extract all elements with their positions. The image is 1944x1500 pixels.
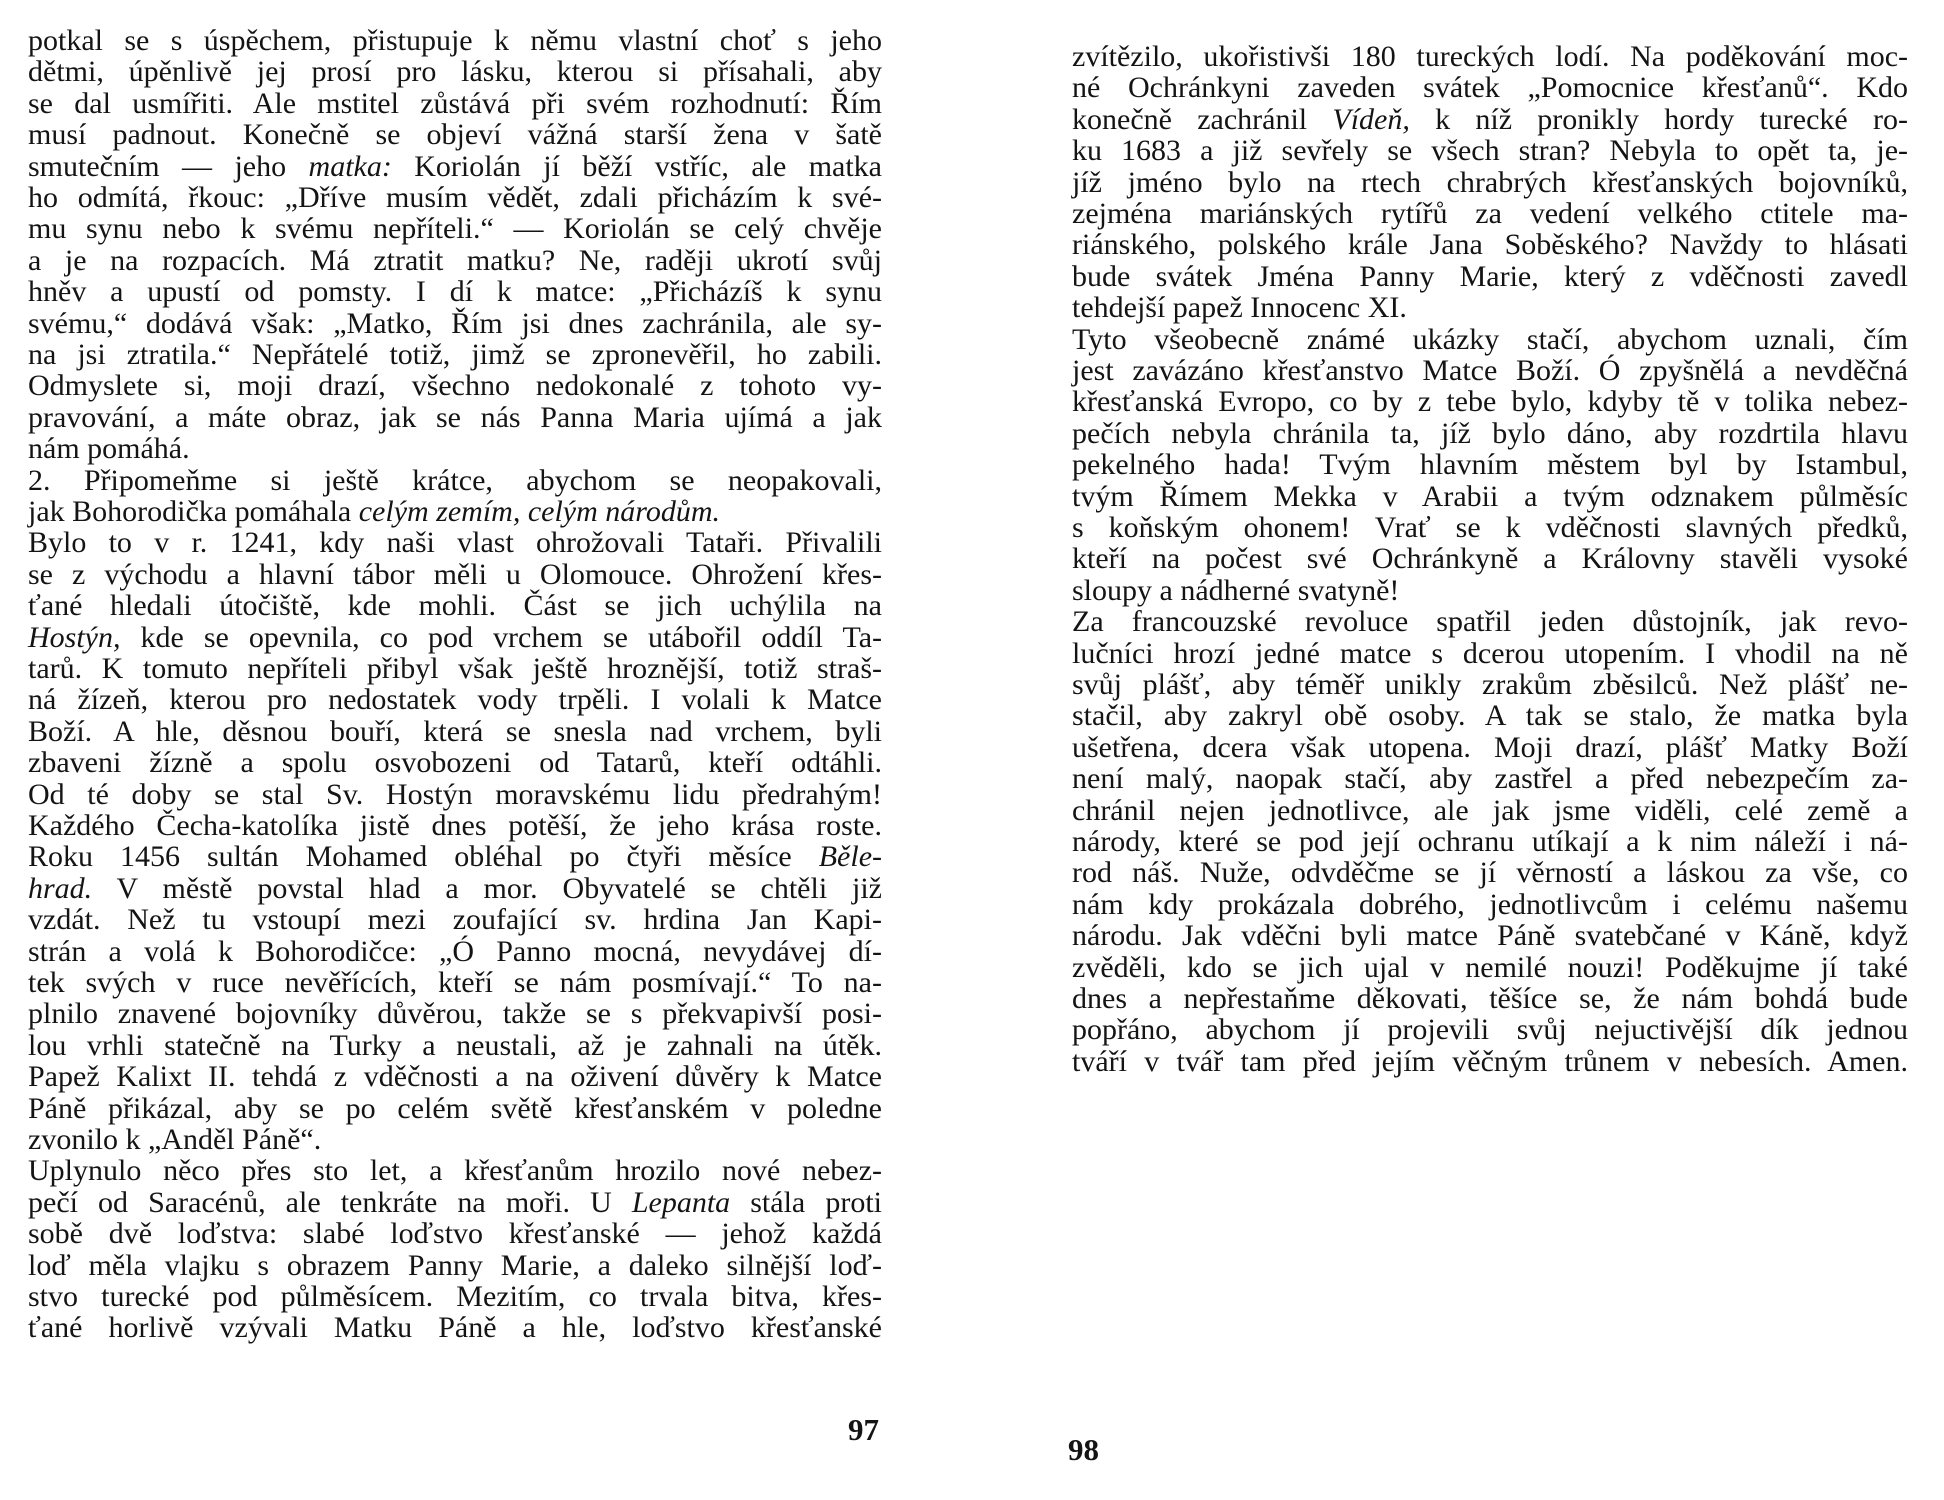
text-line: plnilo znavené bojovníky důvěrou, takže se s překvapivší posi- bbox=[28, 997, 882, 1031]
text-line: kteří na počest své Ochránkyně a Královny stavěli vysoké bbox=[1072, 542, 1908, 576]
text-line: a je na rozpacích. Má ztratit matku? Ne, raději ukrotí svůj bbox=[28, 243, 882, 277]
right-page bbox=[972, 0, 1944, 1500]
text-line: riánského, polského krále Jana Soběského? Navždy to hlásati bbox=[1072, 228, 1908, 262]
text-span: Roku 1456 sultán Mohamed obléhal po čtyři měsíce bbox=[28, 840, 819, 874]
text-line: zbaveni žízně a spolu osvobozeni od Tatarů, kteří odtáhli. bbox=[28, 746, 882, 780]
text-line: né Ochránkyni zaveden svátek „Pomocnice křesťanů“. Kdo bbox=[1072, 71, 1908, 105]
text-span: konečně zachránil bbox=[1072, 102, 1333, 136]
text-line: tek svých v ruce nevěřících, kteří se nám posmívají.“ To na- bbox=[28, 966, 882, 999]
text-line: ťané horlivě vzývali Matku Páně a hle, loďstvo křesťanské bbox=[28, 1311, 882, 1345]
text-line: pravování, a máte obraz, jak se nás Panna Maria ujímá a jak bbox=[28, 400, 882, 434]
page-number-left: 97 bbox=[848, 1412, 879, 1447]
text-line: tvým Římem Mekka v Arabii a tvým odznakem půlměsíc bbox=[1072, 479, 1908, 513]
text-span: k níž pronikly hordy turecké ro- bbox=[1409, 102, 1908, 136]
text-line: Tyto všeobecně známé ukázky stačí, abychom uznali, čím bbox=[1072, 322, 1908, 356]
text-span: kde se opevnila, co pod vrchem se utábořil oddíl Ta- bbox=[120, 620, 882, 654]
text-line: na jsi ztratila.“ Nepřátelé totiž, jimž se zpronevěřil, ho zabili. bbox=[28, 338, 882, 371]
text-line: tehdejší papež Innocenc XI. bbox=[1072, 291, 1407, 325]
text-line: dnes a nepřestaňme děkovati, těšíce se, že nám bohdá bude bbox=[1072, 982, 1908, 1015]
text-line: Bylo to v r. 1241, kdy naši vlast ohrožovali Tataři. Přivalili bbox=[28, 526, 882, 560]
text-line: lučníci hrozí jedné matce s dcerou utopením. I vhodil na ně bbox=[1072, 636, 1908, 670]
italic-emphasis: Hostýn, bbox=[28, 620, 121, 654]
left-page-text bbox=[28, 24, 882, 1344]
text-line: ťané hledali útočiště, kde mohli. Část se jich uchýlila na bbox=[28, 589, 882, 623]
text-line: s koňským ohonem! Vrať se k vděčnosti slavných předků, bbox=[1072, 511, 1908, 544]
text-span: jak Bohorodička pomáhala bbox=[28, 495, 359, 528]
text-line: dětmi, úpěnlivě jej prosí pro lásku, kterou si přísahali, aby bbox=[28, 55, 882, 89]
text-span: stála proti bbox=[730, 1185, 882, 1219]
text-line: ušetřena, dcera však utopena. Moji drazí, plášť Matky Boží bbox=[1072, 730, 1908, 764]
text-line: hněv a upustí od pomsty. I dí k matce: „Přicházíš k synu bbox=[28, 275, 882, 309]
text-line: křesťanská Evropo, co by z tebe bylo, kdyby tě v tolika nebez- bbox=[1072, 385, 1908, 419]
text-line: ho odmítá, řkouc: „Dříve musím vědět, zdali přicházím k své- bbox=[28, 181, 882, 214]
italic-emphasis: celým zemím, celým národům. bbox=[358, 495, 721, 528]
text-line: rod náš. Nuže, odvděčme se jí věrností a láskou za vše, co bbox=[1072, 856, 1908, 890]
text-line: se dal usmířiti. Ale mstitel zůstává při svém rozhodnutí: Řím bbox=[28, 86, 882, 120]
text-line: zvěděli, kdo se jich ujal v nemilé nouzi! Poděkujme jí také bbox=[1072, 950, 1908, 984]
text-line bbox=[28, 1186, 882, 1220]
text-line: sobě dvě loďstva: slabé loďstvo křesťanské — jehož každá bbox=[28, 1217, 882, 1251]
italic-emphasis: matka: bbox=[308, 149, 392, 183]
text-line bbox=[28, 840, 882, 874]
text-span: pečí od Saracénů, ale tenkráte na moři. U bbox=[28, 1185, 632, 1219]
text-line: Páně přikázal, aby se po celém světě křesťanském v poledne bbox=[28, 1091, 882, 1125]
text-line: Uplynulo něco přes sto let, a křesťanům hrozilo nové nebez- bbox=[28, 1154, 882, 1188]
text-line: bude svátek Jména Panny Marie, který z vděčnosti zavedl bbox=[1072, 259, 1908, 293]
text-line: loď měla vlajku s obrazem Panny Marie, a daleko silnější loď- bbox=[28, 1248, 882, 1282]
italic-emphasis: Vídeň, bbox=[1332, 102, 1410, 136]
text-line: Papež Kalixt II. tehdá z vděčnosti a na oživení důvěry k Matce bbox=[28, 1060, 882, 1094]
text-line: stvo turecké pod půlměsícem. Mezitím, co trvala bitva, křes- bbox=[28, 1280, 882, 1313]
text-line: nám pomáhá. bbox=[28, 432, 190, 466]
text-span: Koriolán jí běží vstříc, ale matka bbox=[391, 149, 882, 183]
italic-emphasis: hrad. bbox=[28, 871, 93, 905]
text-line: nám kdy prokázala dobrého, jednotlivcům i celému našemu bbox=[1072, 887, 1908, 921]
italic-emphasis: Lepanta bbox=[631, 1185, 731, 1219]
text-line: pekelného hada! Tvým hlavním městem byl by Istambul, bbox=[1072, 448, 1908, 482]
text-line: Od té doby se stal Sv. Hostýn moravskému lidu předrahým! bbox=[28, 777, 882, 811]
text-line: vzdát. Než tu vstoupí mezi zoufající sv. hrdina Jan Kapi- bbox=[28, 903, 882, 937]
italic-emphasis: Běle- bbox=[818, 840, 882, 874]
text-span: V městě povstal hlad a mor. Obyvatelé se chtěli již bbox=[92, 871, 882, 905]
text-line: chránil nejen jednotlivce, ale jak jsme viděli, celé země a bbox=[1072, 793, 1908, 827]
text-line bbox=[1072, 103, 1908, 137]
text-line: Za francouzské revoluce spatřil jeden důstojník, jak revo- bbox=[1072, 605, 1908, 639]
text-line: Každého Čecha-katolíka jistě dnes potěší, že jeho krása roste. bbox=[28, 809, 882, 842]
text-line: jíž jméno bylo na rtech chrabrých křesťanských bojovníků, bbox=[1072, 165, 1908, 199]
text-line: lou vrhli statečně na Turky a neustali, až je zahnali na útěk. bbox=[28, 1028, 882, 1062]
text-line: mu synu nebo k svému nepříteli.“ — Koriolán se celý chvěje bbox=[28, 212, 882, 246]
text-line: národu. Jak vděčni byli matce Páně svatebčané v Káně, když bbox=[1072, 919, 1908, 953]
text-line bbox=[28, 872, 882, 906]
text-line: pečích nebyla chránila ta, jíž bylo dáno, aby rozdrtila hlavu bbox=[1072, 416, 1908, 450]
text-line: se z východu a hlavní tábor měli u Olomouce. Ohrožení křes- bbox=[28, 557, 882, 591]
text-line: svůj plášť, aby téměř unikly zrakům zběsilců. Než plášť ne- bbox=[1072, 668, 1908, 701]
text-line: popřáno, abychom jí projevili svůj nejuctivější dík jednou bbox=[1072, 1013, 1908, 1047]
text-line bbox=[28, 621, 882, 655]
text-line: svému,“ dodává však: „Matko, Řím jsi dnes zachránila, ale sy- bbox=[28, 306, 882, 340]
text-line: zvonilo k „Anděl Páně“. bbox=[28, 1123, 322, 1156]
text-line: stačil, aby zakryl obě osoby. A tak se stalo, že matka byla bbox=[1072, 699, 1908, 733]
text-line: tváří v tvář tam před jejím věčným trůnem v nebesích. Amen. bbox=[1072, 1044, 1908, 1078]
text-line: ku 1683 a již sevřely se všech stran? Nebyla to opět ta, je- bbox=[1072, 134, 1908, 168]
text-line: sloupy a nádherné svatyně! bbox=[1072, 573, 1400, 607]
text-line: tarů. K tomuto nepříteli přibyl však ještě hroznější, totiž straš- bbox=[28, 652, 882, 685]
text-line: není malý, naopak stačí, aby zastřel a před nebezpečím za- bbox=[1072, 762, 1908, 796]
text-line: Boží. A hle, děsnou bouří, která se snesla nad vrchem, byli bbox=[28, 714, 882, 748]
text-line: ná žízeň, kterou pro nedostatek vody trpěli. I volali k Matce bbox=[28, 683, 882, 717]
text-line: strán a volá k Bohorodičce: „Ó Panno mocná, nevydávej dí- bbox=[28, 934, 882, 968]
text-line: Odmyslete si, moji drazí, všechno nedokonalé z tohoto vy- bbox=[28, 369, 882, 403]
text-line: zvítězilo, ukořistivši 180 tureckých lodí. Na poděkování moc- bbox=[1072, 40, 1908, 73]
text-line bbox=[28, 150, 882, 184]
text-line: zejména mariánských rytířů za vedení velkého ctitele ma- bbox=[1072, 197, 1908, 230]
right-page-text bbox=[1072, 40, 1908, 1140]
text-line: národy, které se pod její ochranu utíkají a k nim náleží i ná- bbox=[1072, 825, 1908, 858]
text-span: smutečním — jeho bbox=[28, 149, 309, 183]
text-line: jest zavázáno křesťanstvo Matce Boží. Ó zpyšnělá a nevděčná bbox=[1072, 354, 1908, 387]
text-line: musí padnout. Konečně se objeví vážná starší žena v šatě bbox=[28, 118, 882, 152]
text-line bbox=[28, 495, 882, 529]
page-number-right: 98 bbox=[1068, 1432, 1099, 1467]
text-line: 2. Připomeňme si ještě krátce, abychom se neopakovali, bbox=[28, 463, 882, 497]
text-line: potkal se s úspěchem, přistupuje k němu vlastní choť s jeho bbox=[28, 24, 882, 57]
